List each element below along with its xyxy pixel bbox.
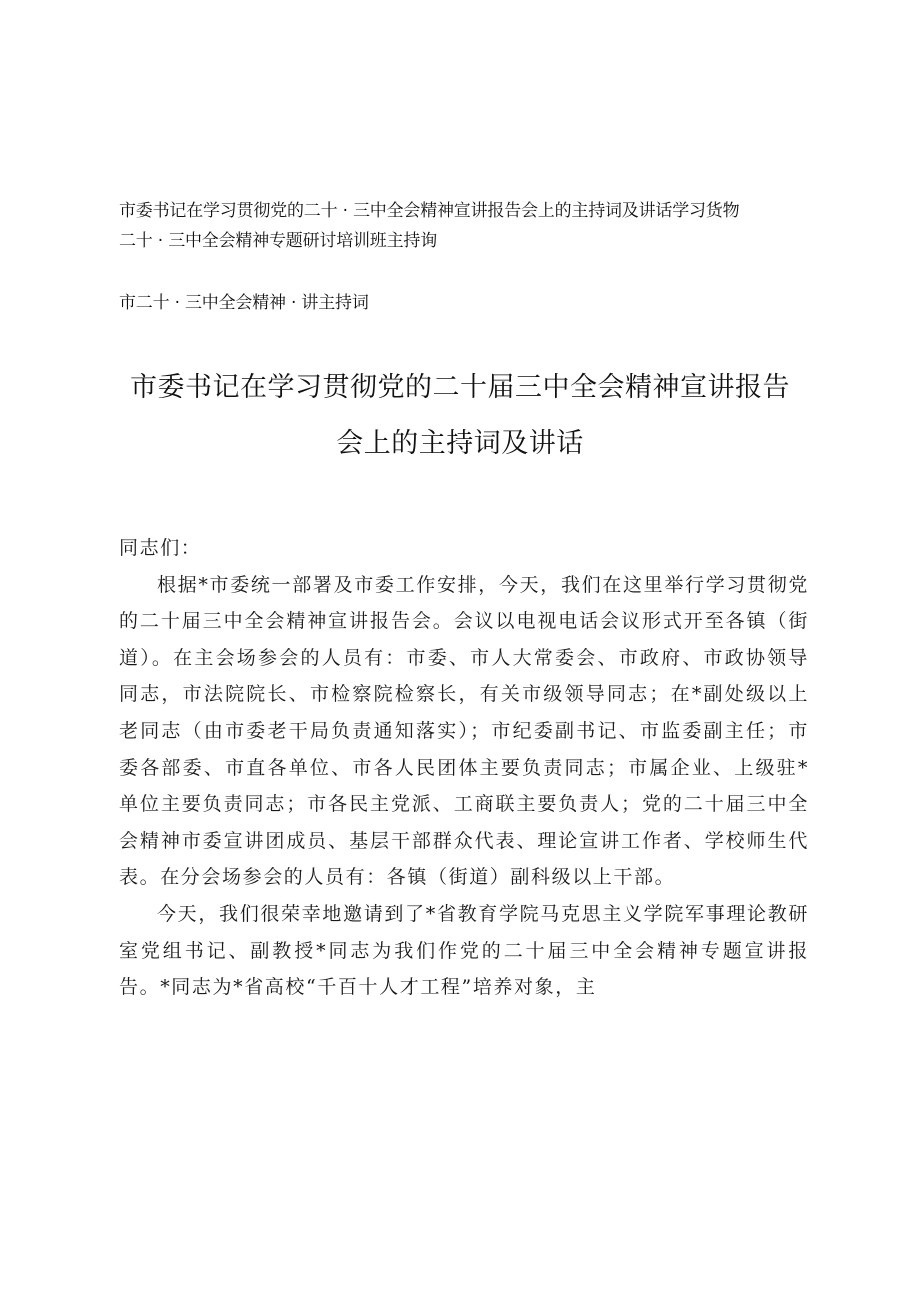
cover-line-3: 市二十 · 三中全会精神 · 讲主持词 [119, 293, 369, 313]
document-body [119, 530, 809, 1006]
salutation: 同志们： [119, 537, 202, 559]
title-line-1: 市委书记在学习贯彻党的二十届三中全会精神宣讲报告 [130, 372, 790, 403]
paragraph-1: 根据*市委统一部署及市委工作安排，今天，我们在这里举行学习贯彻党的二十届三中全会精神宣讲报告会。会议以电视电话会议形式开至各镇（街道）。在主会场参会的人员有：市委、市人大常委会、市政府、市政协领导同志，市法院院长、市检察院检察长，有关市级领导同志；在*副处级以上老同志（由市委老干局负责通知落实）；市纪委副书记、市监委副主任；市委各部委、市直各单位、市各人民团体主要负责同志；市属企业、上级驻*单位主要负责同志；市各民主党派、工商联主要负责人；党的二十届三中全会精神市委宣讲团成员、基层干部群众代表、理论宣讲工作者、学校师生代表。在分会场参会的人员有：各镇（街道）副科级以上干部。 [119, 573, 809, 889]
cover-line-2: 二十 · 三中全会精神专题研讨培训班主持询 [119, 231, 438, 251]
cover-line-1: 市委书记在学习贯彻党的二十 · 三中全会精神宣讲报告会上的主持词及讲话学习货物 [119, 201, 740, 221]
cover-gap [119, 256, 819, 288]
paragraph-2: 今天，我们很荣幸地邀请到了*省教育学院马克思主义学院军事理论教研室党组书记、副教授*同志为我们作党的二十届三中全会精神专题宣讲报告。*同志为*省高校“千百十人才工程”培养对象，主 [119, 902, 809, 999]
title-line-2: 会上的主持词及讲话 [336, 428, 584, 459]
cover-text-block [119, 196, 819, 318]
document-title [100, 360, 820, 472]
